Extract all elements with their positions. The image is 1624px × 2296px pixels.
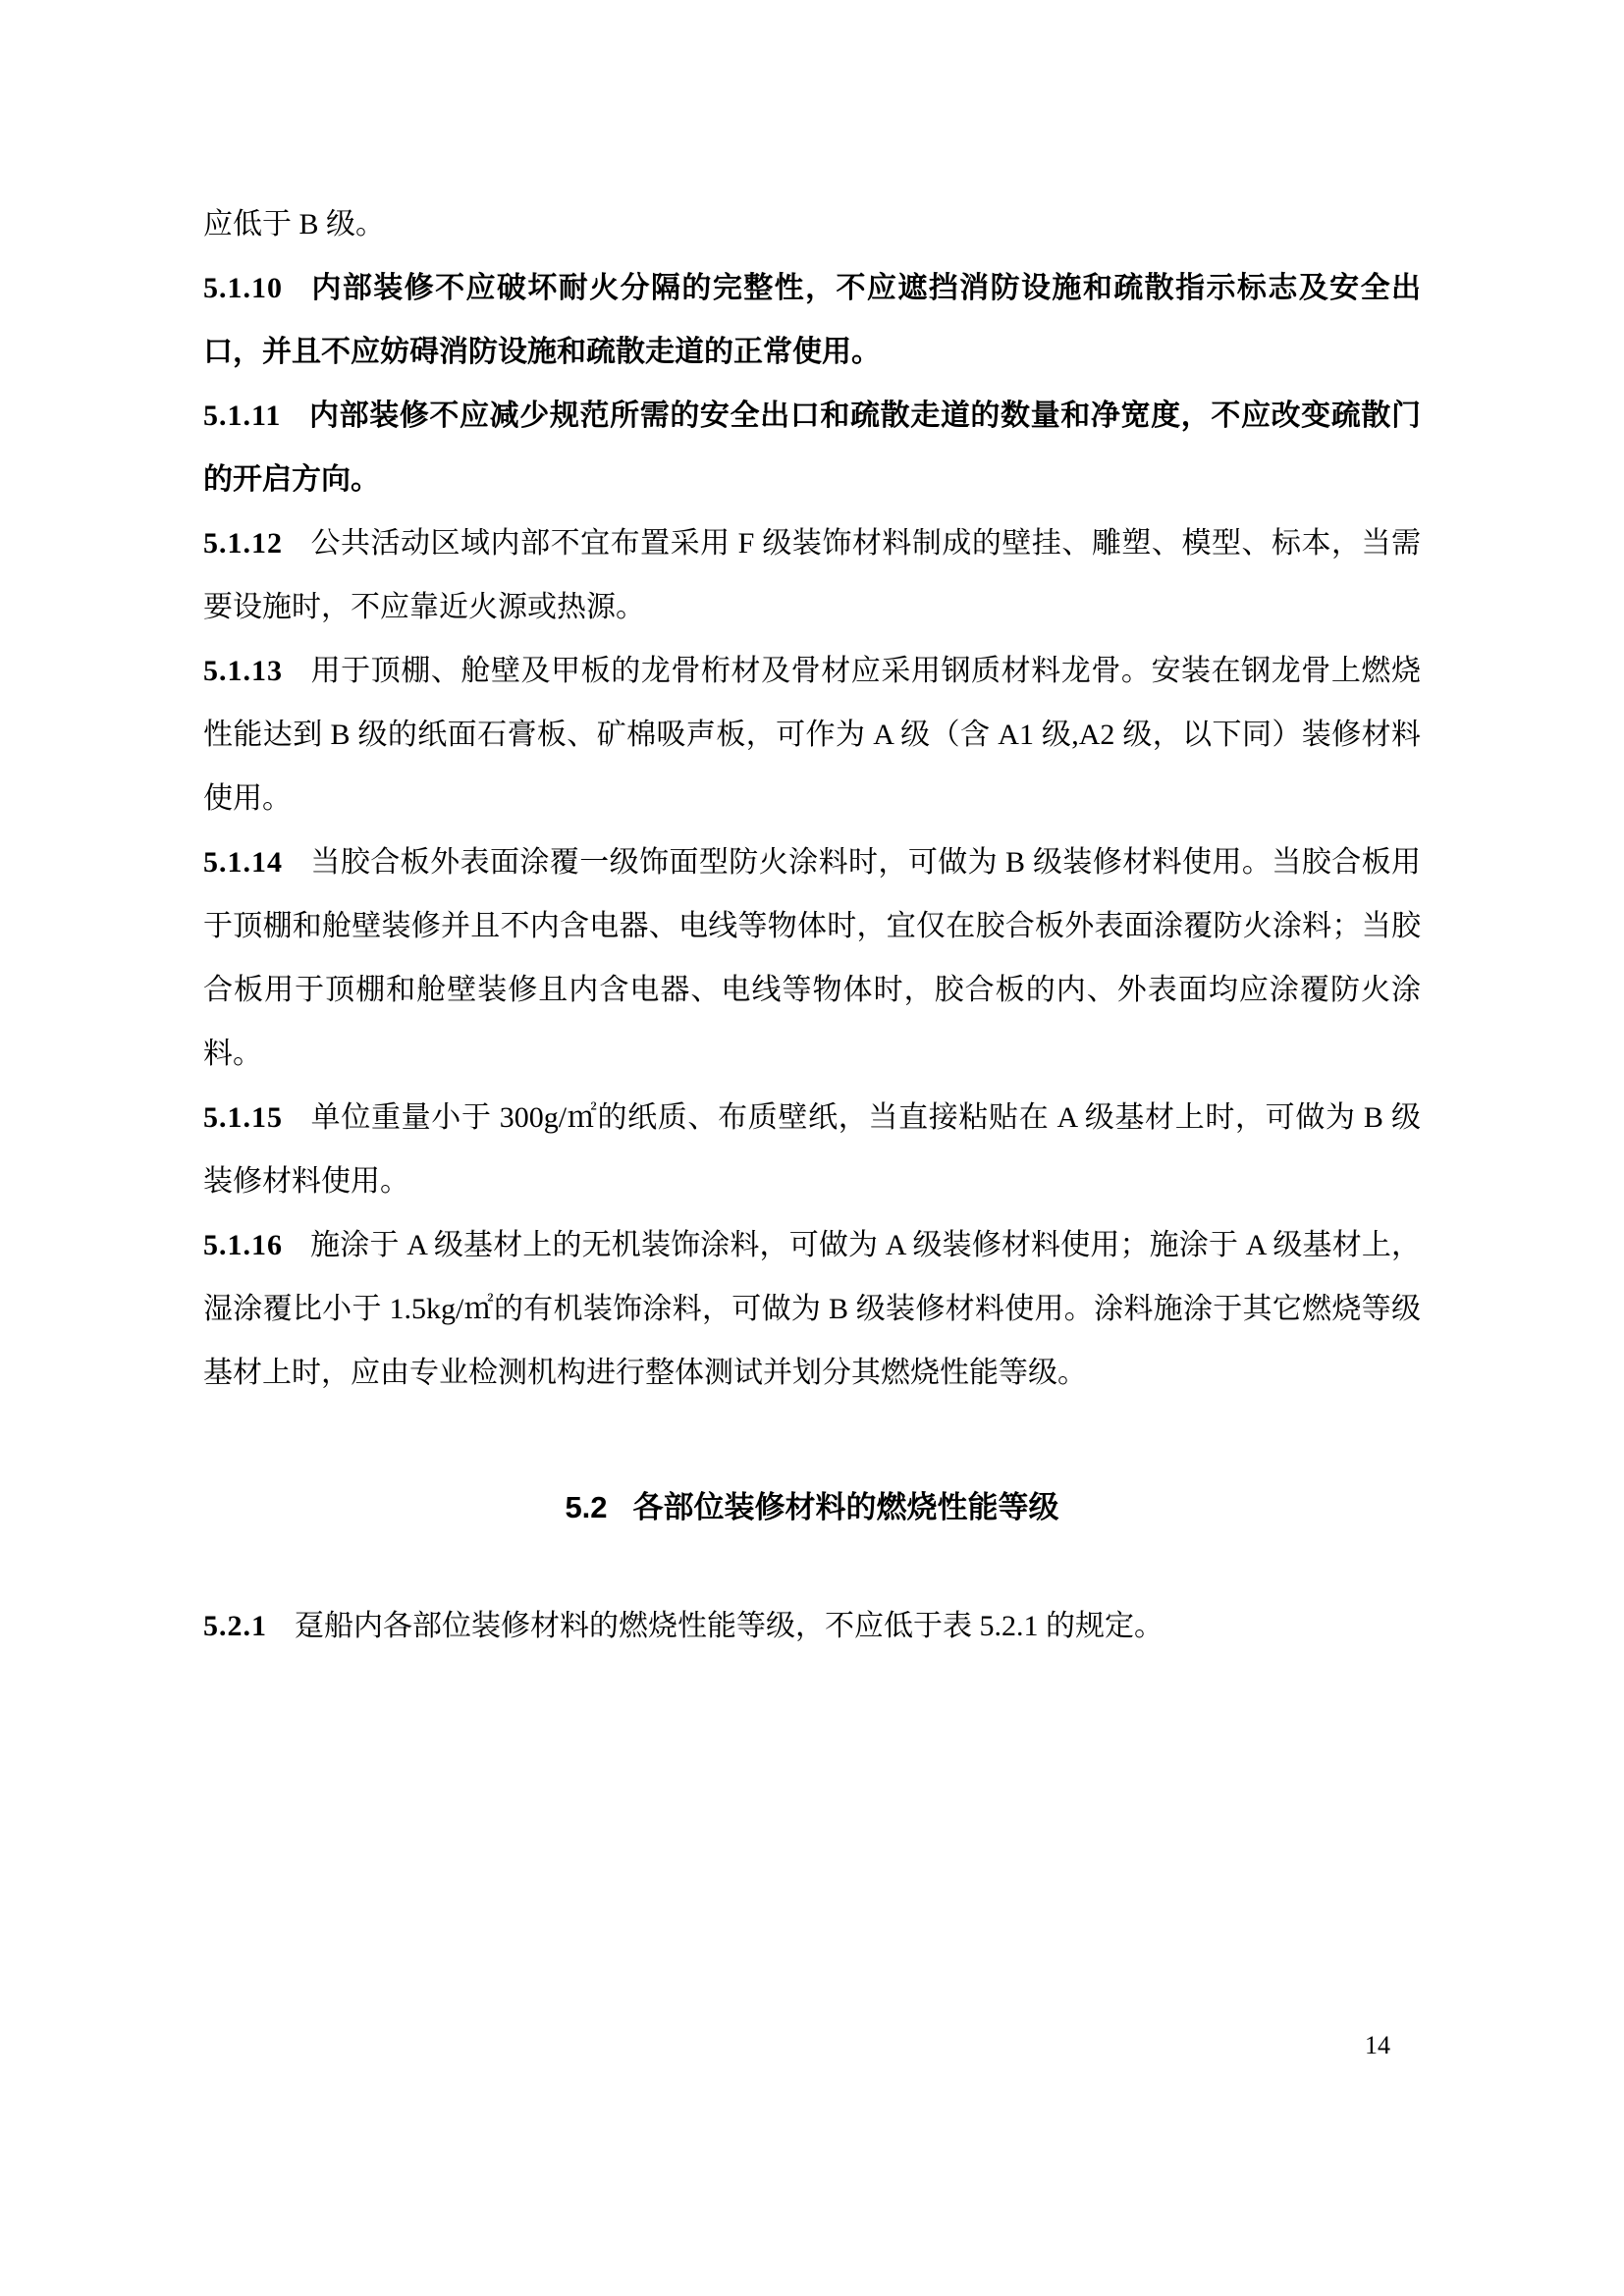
clause-number: 5.1.11 [203,400,282,432]
clause-number: 5.1.13 [203,655,283,687]
document-body [203,192,1421,1658]
clause-number: 5.1.10 [203,272,283,304]
paragraph-continuation [203,192,1421,256]
clause-text: 施涂于 A 级基材上的无机装饰涂料，可做为 A 级装修材料使用；施涂于 A 级基材上，湿涂覆比小于 1.5kg/㎡的有机装饰涂料，可做为 B 级装修材料使用。涂料施涂于其它燃烧等级基材上时，应由专业检测机构进行整体测试并划分其燃烧性能等级。 [203,1229,1421,1389]
section-title: 各部位装修材料的燃烧性能等级 [632,1490,1059,1524]
clause-5-1-14 [203,830,1421,1086]
clause-number: 5.1.12 [203,527,283,560]
clause-5-1-13 [203,639,1421,830]
clause-5-1-15 [203,1086,1421,1213]
clause-5-1-16 [203,1213,1421,1405]
section-number: 5.2 [565,1490,608,1524]
clause-number: 5.1.15 [203,1101,283,1134]
section-heading-5-2 [203,1475,1421,1539]
clause-number: 5.1.16 [203,1229,283,1261]
clause-text: 趸船内各部位装修材料的燃烧性能等级，不应低于表 5.2.1 的规定。 [295,1610,1164,1642]
clause-5-1-12 [203,511,1421,639]
continuation-text: 应低于 B 级。 [203,208,386,240]
clause-5-2-1 [203,1594,1421,1658]
clause-text: 用于顶棚、舱壁及甲板的龙骨桁材及骨材应采用钢质材料龙骨。安装在钢龙骨上燃烧性能达到 B 级的纸面石膏板、矿棉吸声板，可作为 A 级（含 A1 级,A2 级，以下同）装修材料使用。 [203,655,1421,815]
clause-text: 内部装修不应破坏耐火分隔的完整性，不应遮挡消防设施和疏散指示标志及安全出口，并且不应妨碍消防设施和疏散走道的正常使用。 [203,272,1421,368]
clause-number: 5.1.14 [203,846,283,879]
clause-text: 内部装修不应减少规范所需的安全出口和疏散走道的数量和净宽度，不应改变疏散门的开启方向。 [203,400,1421,496]
clause-text: 公共活动区域内部不宜布置采用 F 级装饰材料制成的壁挂、雕塑、模型、标本，当需要设施时，不应靠近火源或热源。 [203,527,1421,623]
clause-5-1-10 [203,256,1421,384]
clause-text: 当胶合板外表面涂覆一级饰面型防火涂料时，可做为 B 级装修材料使用。当胶合板用于顶棚和舱壁装修并且不内含电器、电线等物体时，宜仅在胶合板外表面涂覆防火涂料；当胶合板用于顶棚和舱壁装修且内含电器、电线等物体时，胶合板的内、外表面均应涂覆防火涂料。 [203,846,1421,1070]
clause-number: 5.2.1 [203,1610,267,1642]
clause-5-1-11 [203,384,1421,511]
clause-text: 单位重量小于 300g/㎡的纸质、布质壁纸，当直接粘贴在 A 级基材上时，可做为 B 级装修材料使用。 [203,1101,1421,1198]
page-number: 14 [1365,2031,1390,2059]
